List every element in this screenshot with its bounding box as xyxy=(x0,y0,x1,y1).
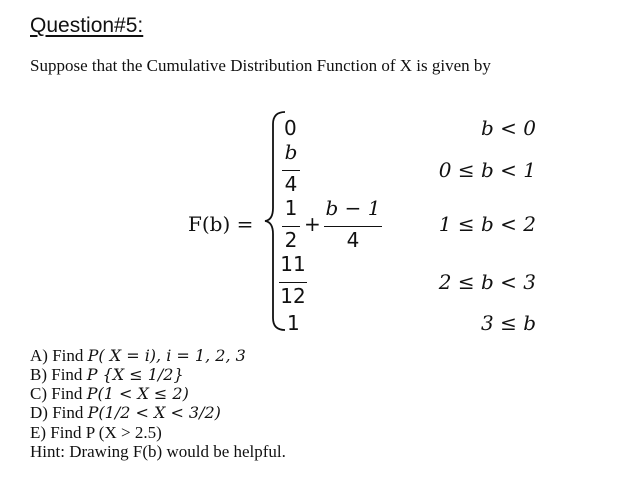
hint-text: Hint: Drawing F(b) would be helpful. xyxy=(30,442,286,461)
case-4-numerator: 11 xyxy=(280,252,306,276)
case-2-numerator: b xyxy=(284,140,298,164)
question-c: C) Find P(1 < X ≤ 2) xyxy=(30,384,189,403)
case-3-denominator-a: 2 xyxy=(284,228,298,252)
case-1-value: 0 xyxy=(284,116,297,140)
question-a: A) Find P( X = i), i = 1, 2, 3 xyxy=(30,346,246,365)
case-4-condition: 2 ≤ b < 3 xyxy=(438,270,536,294)
formula-lhs: F(b) = xyxy=(188,212,254,236)
case-3-fraction-b xyxy=(324,196,382,252)
case-2-condition: 0 ≤ b < 1 xyxy=(438,158,536,182)
case-5-condition: 3 ≤ b xyxy=(481,311,536,335)
case-2-denominator: 4 xyxy=(284,172,298,196)
case-2-fraction xyxy=(282,140,300,196)
case-3-plus: + xyxy=(304,212,321,236)
case-4-fraction xyxy=(279,252,307,308)
question-e: E) Find P (X > 2.5) xyxy=(30,423,162,442)
question-heading: Question#5: xyxy=(30,14,144,37)
question-d: D) Find P(1/2 < X < 3/2) xyxy=(30,403,221,422)
intro-text: Suppose that the Cumulative Distribution Function of X is given by xyxy=(30,56,491,75)
case-1-condition: b < 0 xyxy=(481,116,536,140)
question-b: B) Find P {X ≤ 1/2} xyxy=(30,365,184,384)
case-3-denominator-b: 4 xyxy=(346,228,360,252)
case-3-numerator-a: 1 xyxy=(284,196,298,220)
case-3-fraction-a xyxy=(282,196,300,252)
case-3-numerator-b: b − 1 xyxy=(325,196,381,220)
case-3-condition: 1 ≤ b < 2 xyxy=(438,212,536,236)
case-5-value: 1 xyxy=(287,311,300,335)
case-4-denominator: 12 xyxy=(280,284,306,308)
